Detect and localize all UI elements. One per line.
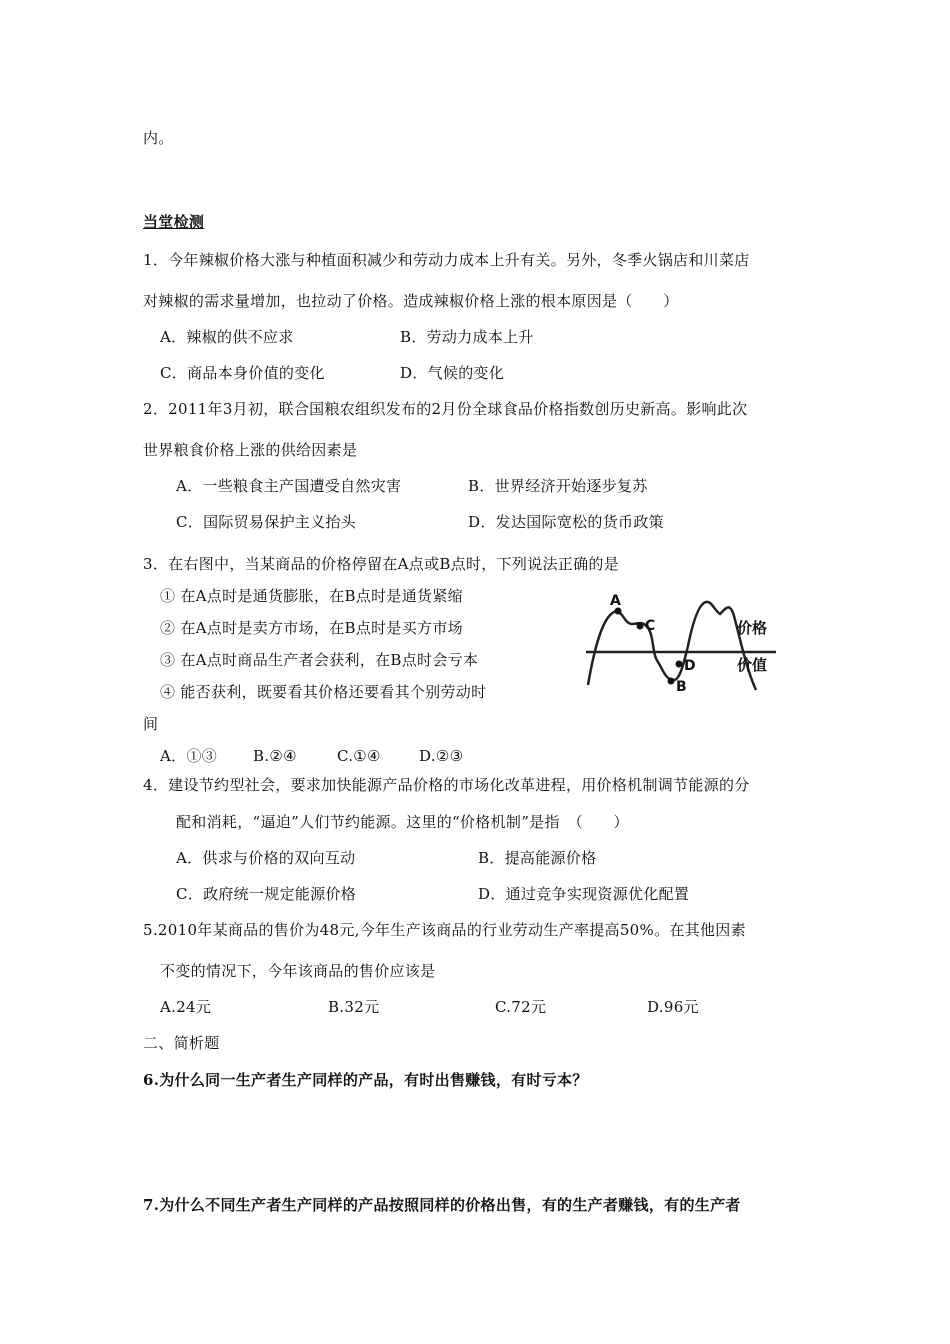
q4-line1: 4．建设节约型社会，要求加快能源产品价格的市场化改革进程，用价格机制调节能源的分 xyxy=(143,776,750,794)
q1-option-d: D．气候的变化 xyxy=(400,364,505,382)
q3-option-b: B.②④ xyxy=(253,747,297,765)
q5-option-b: B.32元 xyxy=(328,998,380,1016)
section2-title: 二、简析题 xyxy=(143,1034,220,1052)
price-value-figure xyxy=(580,590,780,700)
q3-statement-4-cont: 间 xyxy=(143,715,159,733)
q3-statement-1: ① 在A点时是通货膨胀，在B点时是通货紧缩 xyxy=(160,587,463,605)
point-c-label: C xyxy=(645,618,656,634)
q3-option-d: D.②③ xyxy=(419,747,464,765)
q4-option-d: D．通过竞争实现资源优化配置 xyxy=(478,885,690,903)
q4-option-c: C．政府统一规定能源价格 xyxy=(176,885,357,903)
q5-option-d: D.96元 xyxy=(647,998,699,1016)
q2-line2: 世界粮食价格上涨的供给因素是 xyxy=(143,441,358,459)
q3-option-a: A．①③ xyxy=(160,747,218,765)
point-a-label: A xyxy=(610,593,621,609)
intro-tail: 内。 xyxy=(143,129,174,147)
q4-line2: 配和消耗，“逼迫”人们节约能源。这里的“价格机制”是指 （ ） xyxy=(176,813,629,831)
q1-option-b: B．劳动力成本上升 xyxy=(400,328,534,346)
q3-statement-3: ③ 在A点时商品生产者会获利，在B点时会亏本 xyxy=(160,651,479,669)
q3-option-c: C.①④ xyxy=(337,747,381,765)
q3-line1: 3．在右图中，当某商品的价格停留在A点或B点时，下列说法正确的是 xyxy=(143,555,620,573)
q4-option-b: B．提高能源价格 xyxy=(478,849,597,867)
q7-text: 7.为什么不同生产者生产同样的产品按照同样的价格出售，有的生产者赚钱，有的生产者 xyxy=(143,1196,741,1214)
price-curve xyxy=(588,602,756,690)
q3-statement-2: ② 在A点时是卖方市场，在B点时是买方市场 xyxy=(160,619,463,637)
q1-line2: 对辣椒的需求量增加，也拉动了价格。造成辣椒价格上涨的根本原因是（ ） xyxy=(143,292,679,310)
q5-option-a: A.24元 xyxy=(160,998,212,1016)
q5-line1: 5.2010年某商品的售价为48元,今年生产该商品的行业劳动生产率提高50%。在其他因素 xyxy=(143,921,746,939)
price-label: 价格 xyxy=(737,619,768,637)
point-b-label: B xyxy=(676,679,687,695)
q1-line1: 1．今年辣椒价格大涨与种植面积减少和劳动力成本上升有关。另外，冬季火锅店和川菜店 xyxy=(143,251,750,269)
value-label: 价值 xyxy=(737,656,768,674)
q3-statement-4: ④ 能否获利，既要看其价格还要看其个别劳动时 xyxy=(160,683,487,701)
point-d-marker xyxy=(676,661,683,668)
section-title: 当堂检测 xyxy=(143,213,205,231)
q6-text: 6.为什么同一生产者生产同样的产品，有时出售赚钱，有时亏本？ xyxy=(143,1071,588,1089)
q4-option-a: A．供求与价格的双向互动 xyxy=(176,849,356,867)
q2-option-b: B．世界经济开始逐步复苏 xyxy=(468,477,648,495)
point-c-marker xyxy=(637,623,644,630)
q2-option-a: A．一些粮食主产国遭受自然灾害 xyxy=(176,477,402,495)
q1-option-a: A．辣椒的供不应求 xyxy=(160,328,294,346)
q1-option-c: C．商品本身价值的变化 xyxy=(160,364,325,382)
q2-option-d: D．发达国际宽松的货币政策 xyxy=(468,513,664,531)
point-d-label: D xyxy=(684,658,696,674)
q5-line2: 不变的情况下，今年该商品的售价应该是 xyxy=(160,962,436,980)
point-b-marker xyxy=(668,678,675,685)
q2-line1: 2．2011年3月初，联合国粮农组织发布的2月份全球食品价格指数创历史新高。影响此次 xyxy=(143,400,748,418)
q2-option-c: C．国际贸易保护主义抬头 xyxy=(176,513,357,531)
q5-option-c: C.72元 xyxy=(495,998,547,1016)
